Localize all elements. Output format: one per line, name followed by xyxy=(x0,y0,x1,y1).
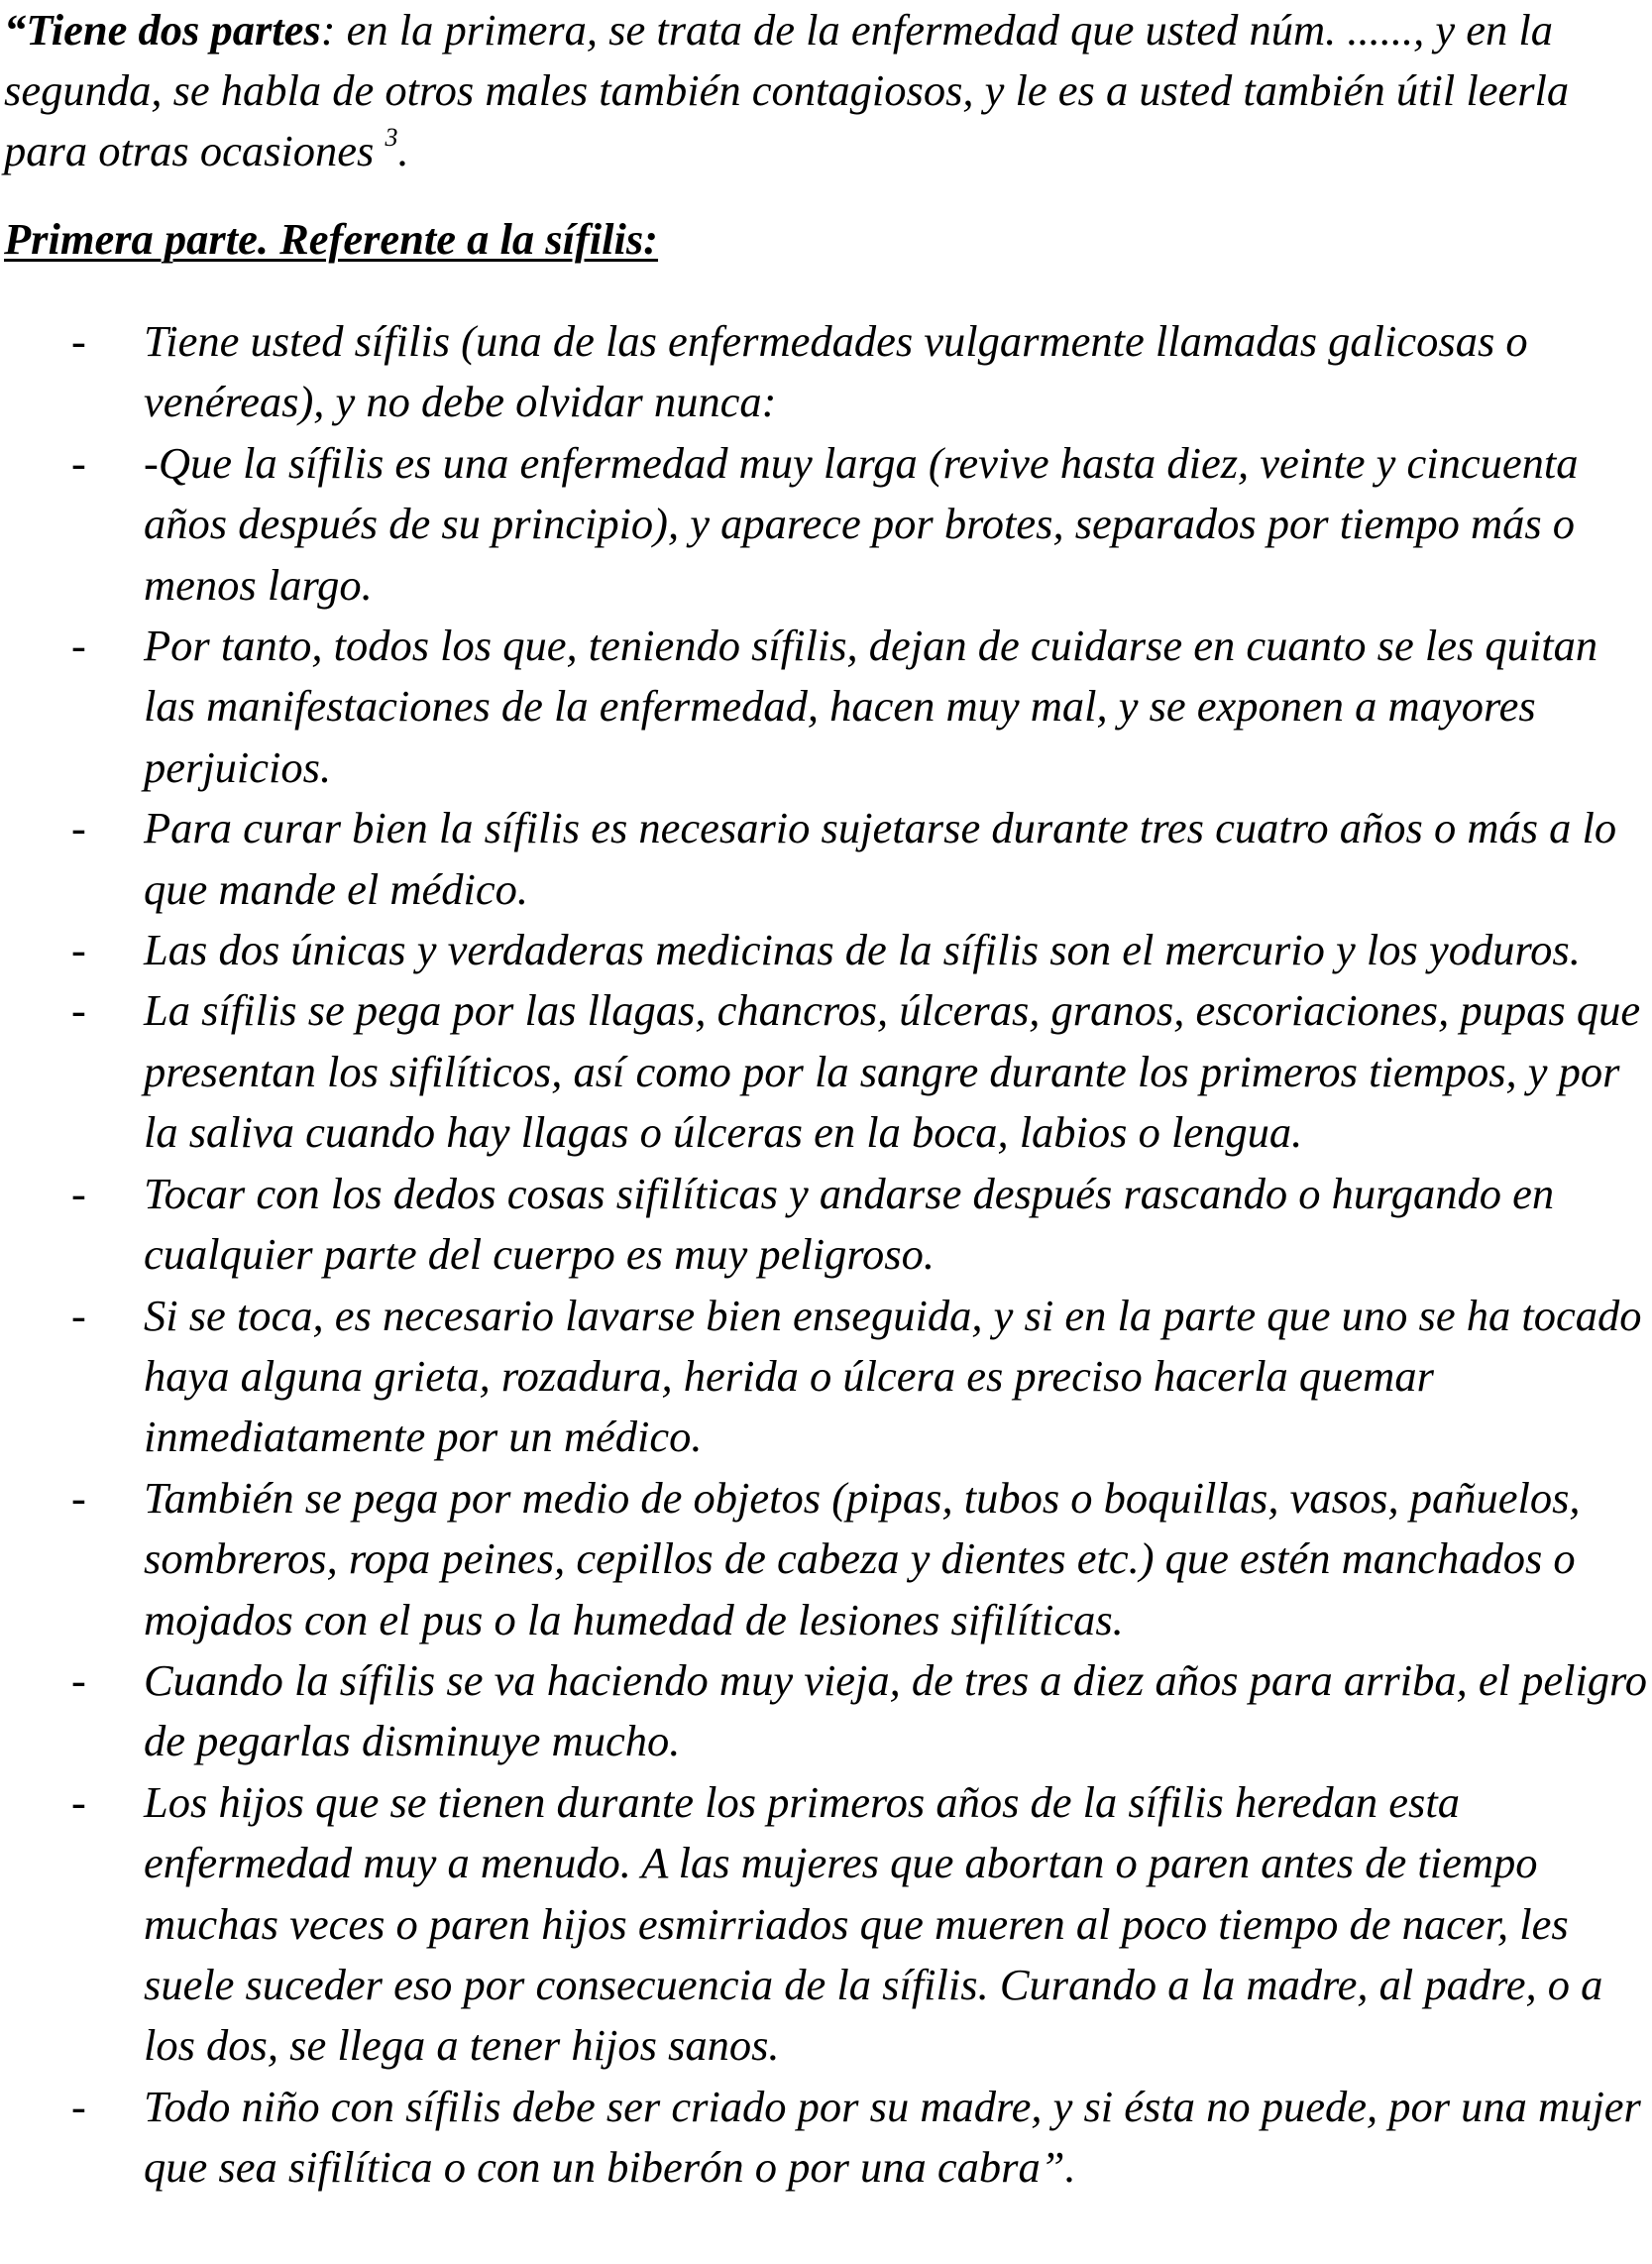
bullet-dash: - xyxy=(71,437,86,488)
list-item xyxy=(4,433,1649,616)
footnote-ref: 3 xyxy=(385,123,398,153)
list-item xyxy=(4,616,1649,798)
list-item-text: También se pega por medio de objetos (pipas, tubos o boquillas, vasos, pañuelos, sombreros, ropa peines, cepillos de cabeza y dientes etc.) que estén manchados o mojados con el pus o la humedad de lesiones sifilíticas. xyxy=(144,1472,1581,1644)
list-item xyxy=(4,1650,1649,1772)
bullet-dash: - xyxy=(71,1472,86,1523)
intro-text: : en la primera, se trata de la enfermedad que usted núm. ......, y en la segunda, se habla de otros males también contagiosos, y le es a usted también útil leerla para otras ocasiones xyxy=(4,5,1570,175)
list-item xyxy=(4,798,1649,920)
list-item-text: Tiene usted sífilis (una de las enfermedades vulgarmente llamadas galicosas o venéreas), y no debe olvidar nunca: xyxy=(144,316,1528,427)
intro-paragraph xyxy=(4,0,1649,181)
list-item-text: Los hijos que se tienen durante los primeros años de la sífilis heredan esta enfermedad muy a menudo. A las mujeres que abortan o paren antes de tiempo muchas veces o paren hijos esmirriados que mueren al poco tiempo de nacer, les suele suceder eso por consecuencia de la sífilis. Curando a la madre, al padre, o a los dos, se llega a tener hijos sanos. xyxy=(144,1776,1603,2071)
bullet-dash: - xyxy=(71,621,86,671)
intro-lead-bold: Tiene dos partes xyxy=(26,5,321,55)
list-item xyxy=(4,1468,1649,1650)
intro-lead xyxy=(4,5,321,55)
bullet-dash: - xyxy=(71,925,86,975)
bullet-dash: - xyxy=(71,316,86,366)
list-item-text: Si se toca, es necesario lavarse bien enseguida, y si en la parte que uno se ha tocado haya alguna grieta, rozadura, herida o úlcera es preciso hacerla quemar inmediatamente por un médico. xyxy=(144,1290,1642,1462)
intro-quote-open: “ xyxy=(4,5,27,55)
bullet-dash: - xyxy=(71,985,86,1036)
list-item xyxy=(4,920,1649,980)
section-heading: Primera parte. Referente a la sífilis: xyxy=(4,214,659,264)
bullet-dash: - xyxy=(71,803,86,853)
bullet-dash: - xyxy=(71,1776,86,1827)
list-item xyxy=(4,2077,1649,2199)
list-item-text: La sífilis se pega por las llagas, chancros, úlceras, granos, escoriaciones, pupas que presentan los sifilíticos, así como por la sangre durante los primeros tiempos, y por la saliva cuando hay llagas o úlceras en la boca, labios o lengua. xyxy=(144,985,1641,1158)
bullet-list xyxy=(4,311,1649,2199)
list-item-text: Por tanto, todos los que, teniendo sífilis, dejan de cuidarse en cuanto se les quitan las manifestaciones de la enfermedad, hacen muy mal, y se exponen a mayores perjuicios. xyxy=(144,621,1598,792)
list-item-text: Cuando la sífilis se va haciendo muy vieja, de tres a diez años para arriba, el peligro de pegarlas disminuye mucho. xyxy=(144,1654,1647,1766)
list-item-text: Tocar con los dedos cosas sifilíticas y andarse después rascando o hurgando en cualquier parte del cuerpo es muy peligroso. xyxy=(144,1168,1555,1280)
list-item-text: -Que la sífilis es una enfermedad muy larga (revive hasta diez, veinte y cincuenta años después de su principio), y aparece por brotes, separados por tiempo más o menos largo. xyxy=(144,437,1579,610)
intro-end: . xyxy=(397,126,409,175)
list-item-text: Las dos únicas y verdaderas medicinas de la sífilis son el mercurio y los yoduros. xyxy=(144,925,1581,975)
bullet-dash: - xyxy=(71,1168,86,1218)
list-item-text: Para curar bien la sífilis es necesario sujetarse durante tres cuatro años o más a lo que mande el médico. xyxy=(144,803,1617,914)
list-item xyxy=(4,1286,1649,1468)
bullet-dash: - xyxy=(71,1654,86,1705)
list-item-text: Todo niño con sífilis debe ser criado por su madre, y si ésta no puede, por una mujer que sea sifilítica o con un biberón o por una cabra”. xyxy=(144,2081,1641,2193)
list-item xyxy=(4,1164,1649,1286)
list-item xyxy=(4,311,1649,433)
list-item xyxy=(4,980,1649,1163)
list-item xyxy=(4,1772,1649,2077)
document-page xyxy=(4,0,1649,2199)
bullet-dash: - xyxy=(71,2081,86,2131)
bullet-dash: - xyxy=(71,1290,86,1340)
